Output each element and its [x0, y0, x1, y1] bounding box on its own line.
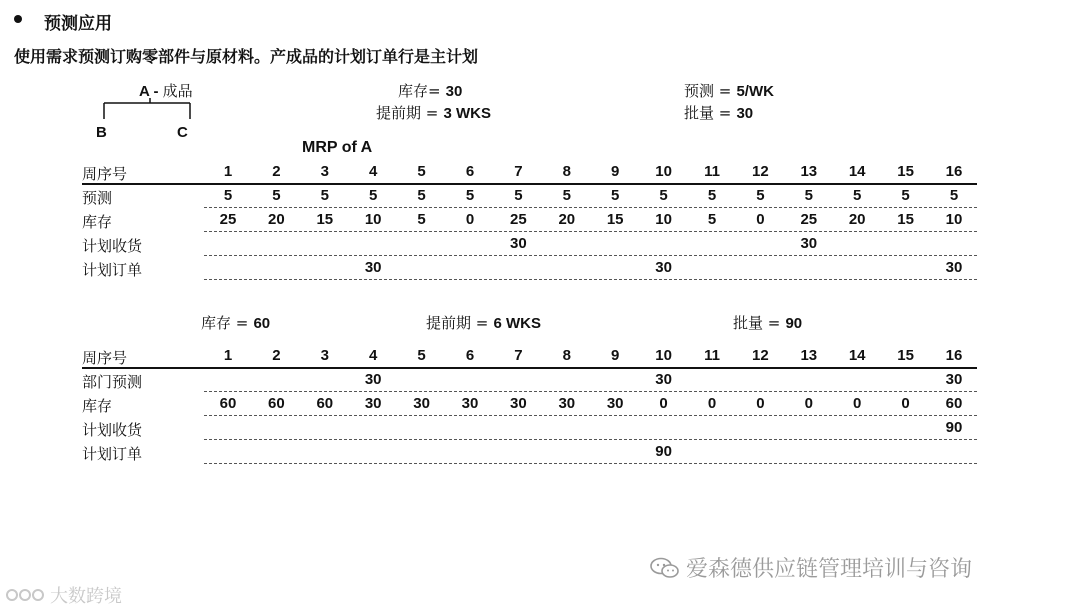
param-label: 批量 =	[733, 314, 781, 332]
value-cell: 5	[949, 187, 959, 204]
row-label: 计划收货	[82, 421, 143, 439]
param-label: 批量 =	[684, 104, 732, 122]
value-cell: 5	[417, 211, 426, 228]
value-cell: 30	[364, 371, 382, 388]
value-cell: 15	[897, 211, 914, 228]
period-cell: 13	[800, 163, 818, 180]
bom-parent	[139, 80, 193, 101]
section-heading: 预测应用	[44, 14, 112, 34]
period-cell: 5	[417, 347, 426, 364]
period-cell: 6	[465, 347, 475, 364]
value-cell: 30	[510, 395, 527, 412]
period-cell: 12	[752, 347, 769, 364]
value-cell: 5	[417, 187, 426, 204]
row-label: 预测	[82, 189, 113, 207]
param-b-lot	[733, 312, 802, 333]
value-cell: 0	[707, 395, 717, 412]
value-cell: 5	[514, 187, 523, 204]
value-cell: 5	[562, 187, 571, 204]
value-cell: 25	[510, 211, 527, 228]
period-cell: 6	[465, 163, 475, 180]
value-cell: 5	[611, 187, 620, 204]
param-label: 预测 =	[684, 82, 732, 100]
table-row	[0, 416, 1080, 440]
param-value: 30	[736, 105, 754, 122]
period-cell: 2	[272, 163, 281, 180]
row-divider	[204, 279, 977, 280]
value-cell: 20	[848, 211, 866, 228]
mrp-title: MRP of A	[302, 139, 373, 156]
value-cell: 10	[945, 211, 963, 228]
row-label: 计划订单	[82, 445, 143, 463]
table-row	[0, 256, 1080, 280]
value-cell: 60	[316, 395, 334, 412]
row-label: 周序号	[82, 349, 128, 367]
value-cell: 90	[945, 419, 963, 436]
bom-child-c: C	[177, 124, 188, 141]
period-cell: 3	[320, 163, 329, 180]
bom-child-b: B	[96, 124, 107, 141]
value-cell: 0	[853, 395, 862, 412]
param-label: 库存 =	[201, 314, 249, 332]
value-cell: 20	[558, 211, 576, 228]
row-label: 计划收货	[82, 237, 143, 255]
value-cell: 0	[901, 395, 910, 412]
value-cell: 5	[901, 187, 910, 204]
param-b-inventory	[201, 312, 270, 333]
value-cell: 0	[756, 395, 765, 412]
value-cell: 0	[659, 395, 668, 412]
param-a-forecast	[684, 80, 774, 101]
table-row	[0, 368, 1080, 392]
value-cell: 5	[369, 187, 378, 204]
table-header-row	[0, 344, 1080, 368]
period-cell: 11	[704, 163, 720, 180]
value-cell: 5	[465, 187, 475, 204]
table-row	[0, 440, 1080, 464]
period-cell: 10	[655, 347, 672, 364]
value-cell: 0	[804, 395, 813, 412]
value-cell: 5	[272, 187, 281, 204]
bom-tree-lines	[0, 0, 260, 140]
period-cell: 1	[223, 163, 233, 180]
period-cell: 8	[562, 347, 571, 364]
period-cell: 15	[897, 347, 914, 364]
param-value: 5/WK	[736, 83, 774, 100]
value-cell: 0	[465, 211, 475, 228]
period-cell: 10	[655, 163, 672, 180]
value-cell: 30	[655, 371, 672, 388]
value-cell: 60	[268, 395, 285, 412]
period-cell: 8	[562, 163, 571, 180]
value-cell: 30	[655, 259, 672, 276]
table-row	[0, 232, 1080, 256]
site-logo-text: 大数跨境	[50, 586, 122, 607]
param-label: 库存=	[398, 82, 441, 100]
value-cell: 5	[707, 187, 717, 204]
value-cell: 20	[268, 211, 285, 228]
table-row	[0, 184, 1080, 208]
period-cell: 13	[800, 347, 818, 364]
value-cell: 60	[219, 395, 237, 412]
period-cell: 7	[514, 347, 523, 364]
value-cell: 25	[219, 211, 237, 228]
param-b-leadtime	[426, 312, 541, 333]
row-label: 计划订单	[82, 261, 143, 279]
site-watermark	[6, 582, 122, 608]
wechat-account-name: 爱森德供应链管理培训与咨询	[686, 557, 973, 582]
period-cell: 3	[320, 347, 329, 364]
period-cell: 4	[369, 163, 378, 180]
row-label: 库存	[82, 397, 113, 415]
value-cell: 30	[364, 395, 382, 412]
period-cell: 9	[611, 347, 620, 364]
bom-parent-sep: -	[149, 83, 163, 100]
period-cell: 4	[369, 347, 378, 364]
value-cell: 30	[413, 395, 430, 412]
period-cell: 11	[704, 347, 720, 364]
period-cell: 2	[272, 347, 281, 364]
param-a-leadtime	[376, 102, 491, 123]
param-value: 90	[785, 315, 803, 332]
param-value: 60	[253, 315, 271, 332]
value-cell: 5	[853, 187, 862, 204]
table-header-row	[0, 160, 1080, 184]
value-cell: 10	[364, 211, 382, 228]
row-label: 库存	[82, 213, 113, 231]
site-logo-icon	[6, 586, 50, 604]
param-a-lot	[684, 102, 753, 123]
value-cell: 5	[707, 211, 717, 228]
period-cell: 7	[514, 163, 523, 180]
period-cell: 15	[897, 163, 914, 180]
value-cell: 15	[316, 211, 334, 228]
param-a-inventory	[398, 80, 462, 101]
wechat-watermark	[650, 552, 972, 583]
table-row	[0, 208, 1080, 232]
value-cell: 30	[606, 395, 624, 412]
row-label: 部门预测	[82, 373, 143, 391]
period-cell: 16	[945, 347, 963, 364]
value-cell: 5	[804, 187, 813, 204]
period-cell: 14	[848, 347, 866, 364]
section-subtitle: 使用需求预测订购零部件与原材料。产成品的计划订单行是主计划	[14, 47, 479, 66]
value-cell: 30	[558, 395, 576, 412]
bom-parent-code: A	[139, 83, 150, 100]
param-value: 3 WKS	[443, 105, 491, 122]
period-cell: 14	[848, 163, 866, 180]
value-cell: 0	[756, 211, 765, 228]
wechat-icon	[650, 557, 680, 579]
value-cell: 5	[320, 187, 329, 204]
param-value: 6 WKS	[493, 315, 541, 332]
row-divider	[204, 463, 977, 464]
value-cell: 30	[800, 235, 818, 252]
param-value: 30	[445, 83, 463, 100]
bom-parent-suffix: 成品	[162, 82, 193, 100]
period-cell: 1	[223, 347, 233, 364]
period-cell: 16	[945, 163, 963, 180]
value-cell: 30	[461, 395, 479, 412]
value-cell: 15	[606, 211, 624, 228]
param-label: 提前期 =	[376, 104, 439, 122]
period-cell: 5	[417, 163, 426, 180]
value-cell: 30	[945, 371, 963, 388]
table-row	[0, 392, 1080, 416]
period-cell: 12	[752, 163, 769, 180]
value-cell: 90	[655, 443, 672, 460]
value-cell: 30	[364, 259, 382, 276]
value-cell: 5	[756, 187, 765, 204]
value-cell: 30	[945, 259, 963, 276]
value-cell: 25	[800, 211, 818, 228]
value-cell: 5	[659, 187, 668, 204]
value-cell: 5	[223, 187, 233, 204]
row-label: 周序号	[82, 165, 128, 183]
value-cell: 60	[945, 395, 963, 412]
param-label: 提前期 =	[426, 314, 489, 332]
value-cell: 30	[510, 235, 527, 252]
value-cell: 10	[655, 211, 672, 228]
period-cell: 9	[611, 163, 620, 180]
